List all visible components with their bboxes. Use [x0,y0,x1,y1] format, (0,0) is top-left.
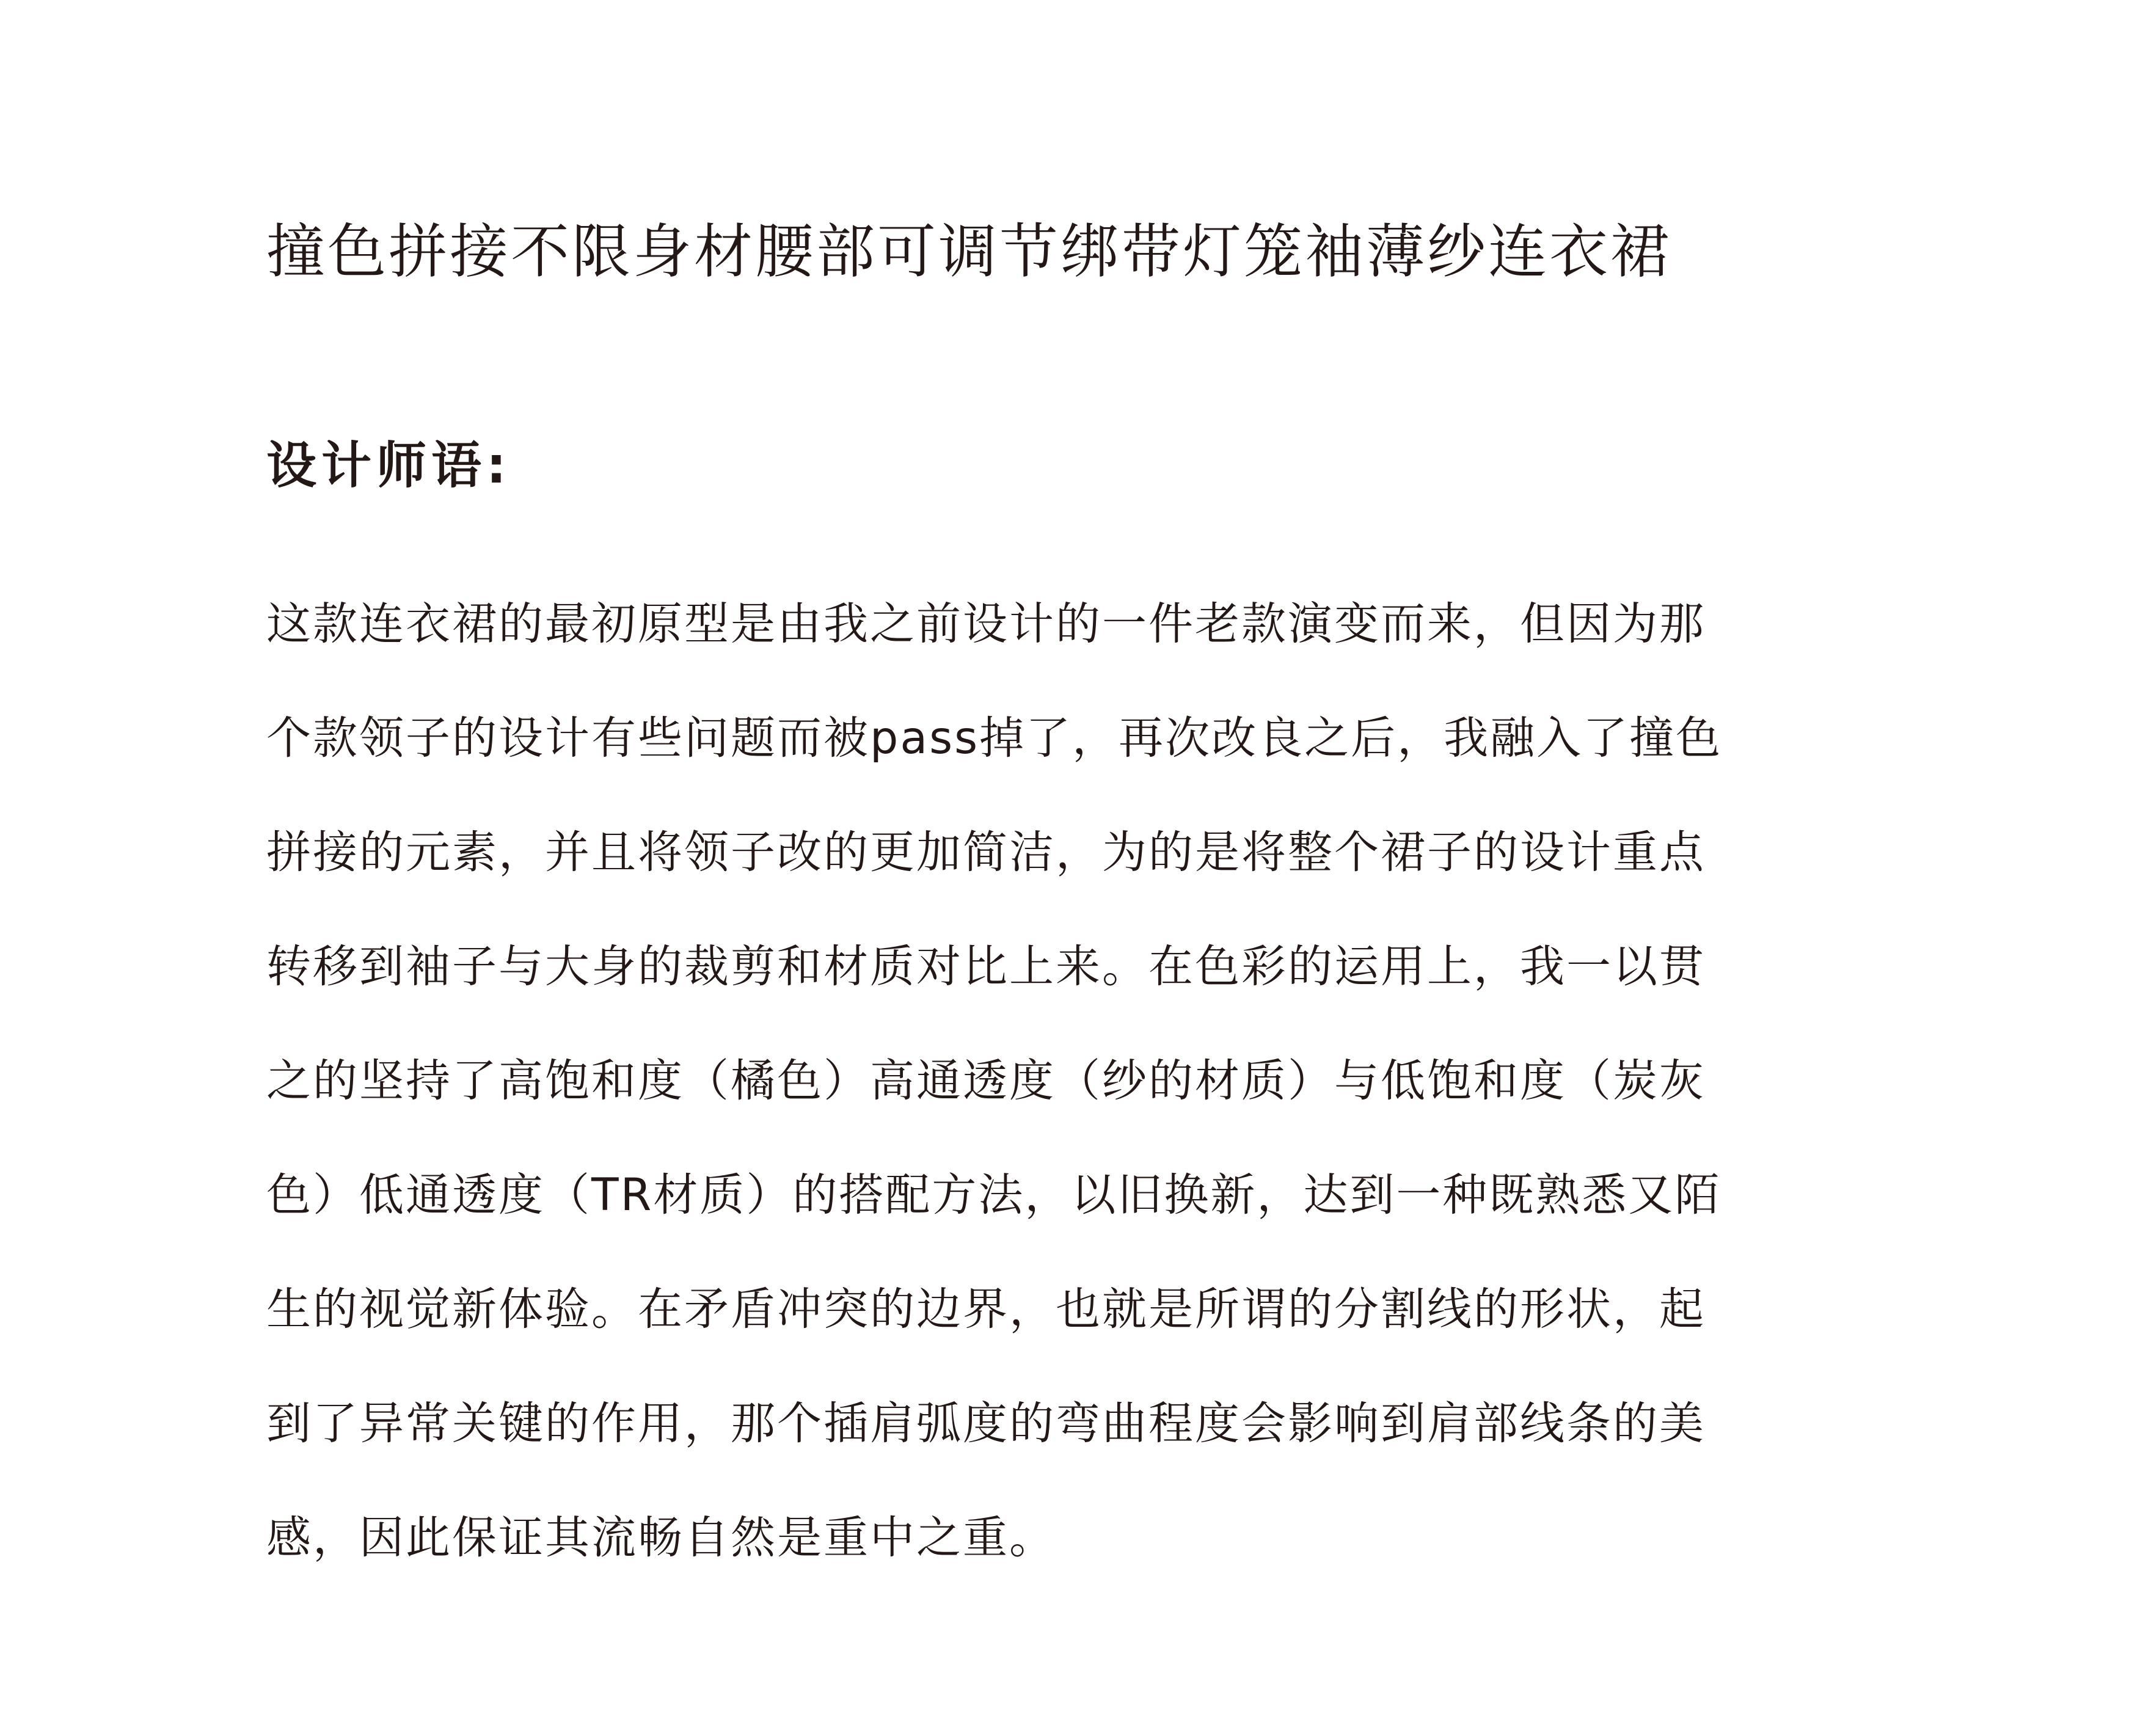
paragraph-line: 个款领子的设计有些问题而被pass掉了，再次改良之后，我融入了撞色 [266,712,1723,764]
paragraph-line: 到了异常关键的作用，那个插肩弧度的弯曲程度会影响到肩部线条的美 [266,1398,1706,1450]
paragraph-line: 转移到袖子与大身的裁剪和材质对比上来。在色彩的运用上，我一以贯 [266,941,1706,993]
paragraph-line: 这款连衣裙的最初原型是由我之前设计的一件老款演变而来，但因为那 [266,598,1706,650]
paragraph-line: 生的视觉新体验。在矛盾冲突的边界，也就是所谓的分割线的形状，起 [266,1283,1706,1335]
paragraph-line: 之的坚持了高饱和度（橘色）高通透度（纱的材质）与低饱和度（炭灰 [266,1055,1706,1107]
paragraph-line: 感，因此保证其流畅自然是重中之重。 [266,1512,1056,1564]
paragraph-line: 色）低通透度（TR材质）的搭配方法，以旧换新，达到一种既熟悉又陌 [266,1169,1721,1221]
designer-statement [266,594,1916,1622]
paragraph-line: 拼接的元素，并且将领子改的更加简洁，为的是将整个裙子的设计重点 [266,826,1706,878]
product-title: 撞色拼接不限身材腰部可调节绑带灯笼袖薄纱连衣裙 [266,217,1671,286]
section-heading: 设计师语: [266,437,511,495]
